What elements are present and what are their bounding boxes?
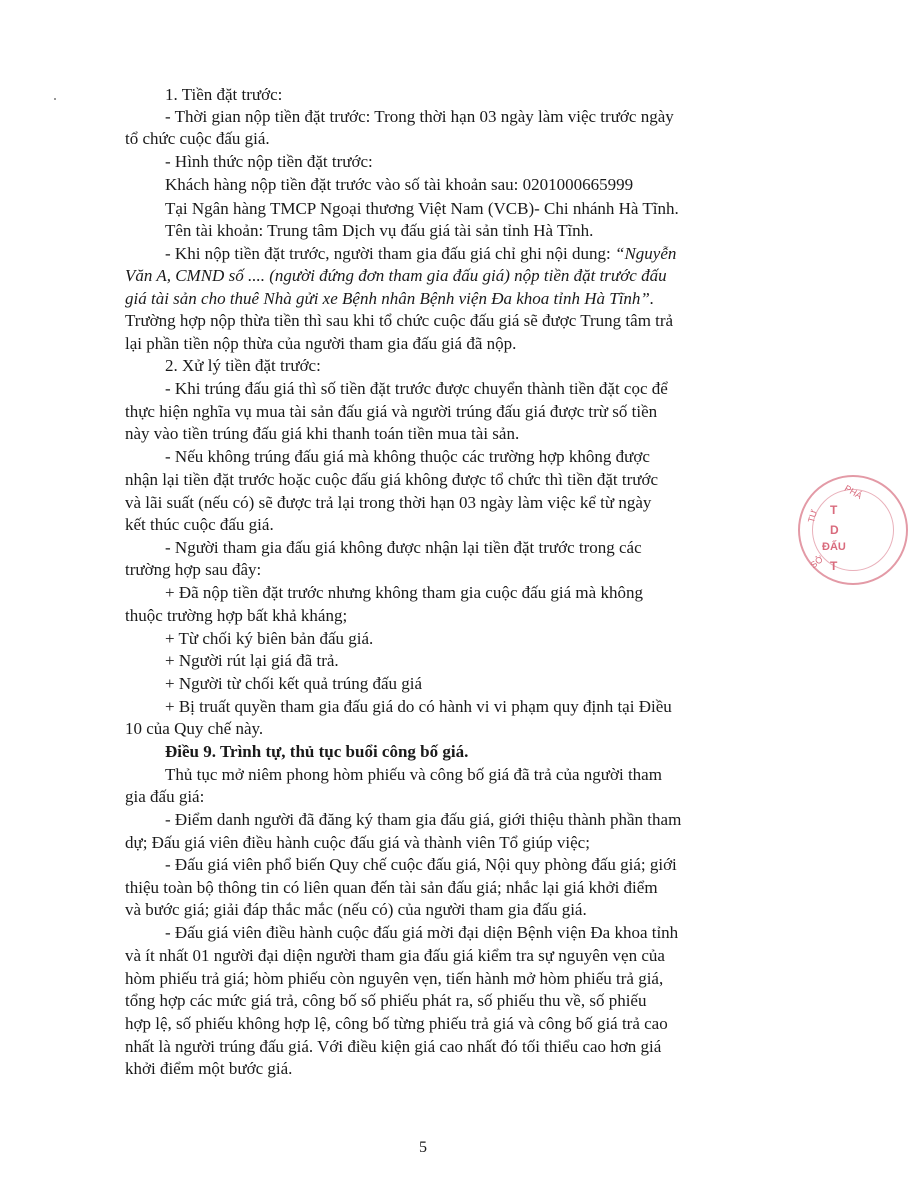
text-line (125, 128, 270, 150)
text-line-content: + Từ chối ký biên bản đấu giá. (165, 629, 374, 648)
text-line (125, 832, 590, 854)
text-line (165, 106, 674, 128)
text-line (125, 945, 665, 967)
text-line-content: - Người tham gia đấu giá không được nhận lại tiền đặt trước trong các (165, 538, 642, 557)
text-line (165, 628, 373, 650)
text-line (125, 718, 263, 740)
seal-text: PHÁ (842, 483, 864, 501)
text-line (165, 378, 668, 400)
text-line (165, 650, 339, 672)
text-line (125, 899, 587, 921)
text-line (125, 469, 658, 491)
text-line (125, 492, 651, 514)
text-line-content: kết thúc cuộc đấu giá. (125, 515, 274, 534)
text-line (165, 537, 642, 559)
text-line (165, 243, 676, 265)
text-line-content: gia đấu giá: (125, 787, 205, 806)
text-line (165, 220, 593, 242)
text-line-content: - Nếu không trúng đấu giá mà không thuộc các trường hợp không được (165, 447, 650, 466)
text-line (165, 446, 650, 468)
text-line-content: Điều 9. Trình tự, thủ tục buổi công bố giá. (165, 742, 469, 761)
text-line-content: - Điểm danh người đã đăng ký tham gia đấu giá, giới thiệu thành phần tham (165, 810, 682, 829)
text-line-italic-tail: “Nguyễn (615, 244, 677, 263)
text-line (165, 764, 662, 786)
text-line-content: thực hiện nghĩa vụ mua tài sản đấu giá và người trúng đấu giá được trừ số tiền (125, 402, 658, 421)
text-line-content: giá tài sản cho thuê Nhà gửi xe Bệnh nhân Bệnh viện Đa khoa tỉnh Hà Tĩnh”. (125, 289, 655, 308)
text-line (125, 990, 646, 1012)
text-line-content: và ít nhất 01 người đại diện người tham gia đấu giá kiểm tra sự nguyên vẹn của (125, 946, 665, 965)
text-line-content: 1. Tiền đặt trước: (165, 85, 283, 104)
text-line (165, 696, 672, 718)
seal-text: D (830, 523, 839, 537)
text-line (165, 582, 643, 604)
text-line (125, 265, 667, 287)
text-line-content: nhất là người trúng đấu giá. Với điều kiện giá cao nhất đó tối thiểu cao hơn giá (125, 1037, 662, 1056)
text-line-content: Thủ tục mở niêm phong hòm phiếu và công bố giá đã trả của người tham (165, 765, 662, 784)
text-line-content: nhận lại tiền đặt trước hoặc cuộc đấu giá không được tổ chức thì tiền đặt trước (125, 470, 659, 489)
text-line (125, 401, 657, 423)
text-line-content: 2. Xử lý tiền đặt trước: (165, 356, 321, 375)
text-line-content: 10 của Quy chế này. (125, 719, 264, 738)
text-line (165, 174, 633, 196)
text-line-content: hòm phiếu trả giá; hòm phiếu còn nguyên vẹn, tiến hành mở hòm phiếu trả giá, (125, 969, 664, 988)
text-line-content: hợp lệ, số phiếu không hợp lệ, công bố từng phiếu trả giá và công bố giá trả cao (125, 1014, 668, 1033)
text-line (165, 151, 373, 173)
seal-text: T (830, 559, 838, 573)
text-line-content: lại phần tiền nộp thừa của người tham gia đấu giá đã nộp. (125, 334, 517, 353)
text-line-content: + Bị truất quyền tham gia đấu giá do có hành vi vi phạm quy định tại Điều (165, 697, 672, 716)
text-line (165, 922, 678, 944)
text-line (125, 288, 654, 310)
text-line (165, 198, 679, 220)
seal-text: T (830, 503, 838, 517)
seal-text: ĐẤU (822, 541, 846, 553)
text-line-content: Tại Ngân hàng TMCP Ngoại thương Việt Nam (VCB)- Chi nhánh Hà Tĩnh. (165, 199, 679, 218)
text-line-content: tổng hợp các mức giá trả, công bố số phiếu phát ra, số phiếu thu về, số phiếu (125, 991, 647, 1010)
text-line-content: - Hình thức nộp tiền đặt trước: (165, 152, 373, 171)
text-line-content: Văn A, CMND số .... (người đứng đơn tham gia đấu giá) nộp tiền đặt trước đấu (125, 266, 667, 285)
text-line-content: tổ chức cuộc đấu giá. (125, 129, 270, 148)
red-seal-stamp (798, 475, 908, 585)
text-line-content: - Đấu giá viên phổ biến Quy chế cuộc đấu giá, Nội quy phòng đấu giá; giới (165, 855, 677, 874)
text-line (125, 968, 663, 990)
text-line-content: Tên tài khoản: Trung tâm Dịch vụ đấu giá tài sản tỉnh Hà Tĩnh. (165, 221, 594, 240)
text-line-content: - Khi trúng đấu giá thì số tiền đặt trước được chuyển thành tiền đặt cọc để (165, 379, 668, 398)
seal-inner-ring (812, 489, 894, 571)
text-line-content: + Người rút lại giá đã trả. (165, 651, 339, 670)
text-line (125, 605, 347, 627)
page-number: 5 (419, 1139, 427, 1156)
text-line (125, 514, 274, 536)
seal-text: SỞ (808, 553, 826, 571)
text-line-content: Trường hợp nộp thừa tiền thì sau khi tổ chức cuộc đấu giá sẽ được Trung tâm trả (125, 311, 674, 330)
text-line-content: Khách hàng nộp tiền đặt trước vào số tài khoản sau: 0201000665999 (165, 175, 634, 194)
text-line (165, 84, 282, 106)
text-line (125, 1036, 661, 1058)
text-line-content: khởi điểm một bước giá. (125, 1059, 293, 1078)
text-line-content: - Khi nộp tiền đặt trước, người tham gia đấu giá chỉ ghi nội dung: (165, 244, 615, 263)
section-heading (165, 741, 468, 763)
scan-speck (54, 98, 56, 100)
text-line-content: + Người từ chối kết quả trúng đấu giá (165, 674, 423, 693)
text-line (125, 1058, 292, 1080)
text-line (165, 355, 321, 377)
text-line-content: thuộc trường hợp bất khả kháng; (125, 606, 348, 625)
text-line (165, 673, 422, 695)
text-line (125, 559, 261, 581)
text-line (125, 310, 673, 332)
seal-text: TƯ (806, 508, 820, 524)
text-line-content: dự; Đấu giá viên điều hành cuộc đấu giá và thành viên Tổ giúp việc; (125, 833, 590, 852)
text-line-content: - Đấu giá viên điều hành cuộc đấu giá mời đại diện Bệnh viện Đa khoa tỉnh (165, 923, 679, 942)
text-line (165, 809, 681, 831)
text-line (125, 1013, 668, 1035)
text-line (125, 333, 516, 355)
text-line (165, 854, 677, 876)
text-line-content: và bước giá; giải đáp thắc mắc (nếu có) của người tham gia đấu giá. (125, 900, 587, 919)
text-line-content: và lãi suất (nếu có) sẽ được trả lại trong thời hạn 03 ngày làm việc kể từ ngày (125, 493, 652, 512)
text-line-content: trường hợp sau đây: (125, 560, 262, 579)
text-line-content: thiệu toàn bộ thông tin có liên quan đến tài sản đấu giá; nhắc lại giá khởi điểm (125, 878, 658, 897)
text-line (125, 786, 204, 808)
text-line-content: này vào tiền trúng đấu giá khi thanh toán tiền mua tài sản. (125, 424, 520, 443)
text-line-content: + Đã nộp tiền đặt trước nhưng không tham gia cuộc đấu giá mà không (165, 583, 643, 602)
text-line (125, 877, 658, 899)
text-line (125, 423, 519, 445)
text-line-content: - Thời gian nộp tiền đặt trước: Trong thời hạn 03 ngày làm việc trước ngày (165, 107, 674, 126)
